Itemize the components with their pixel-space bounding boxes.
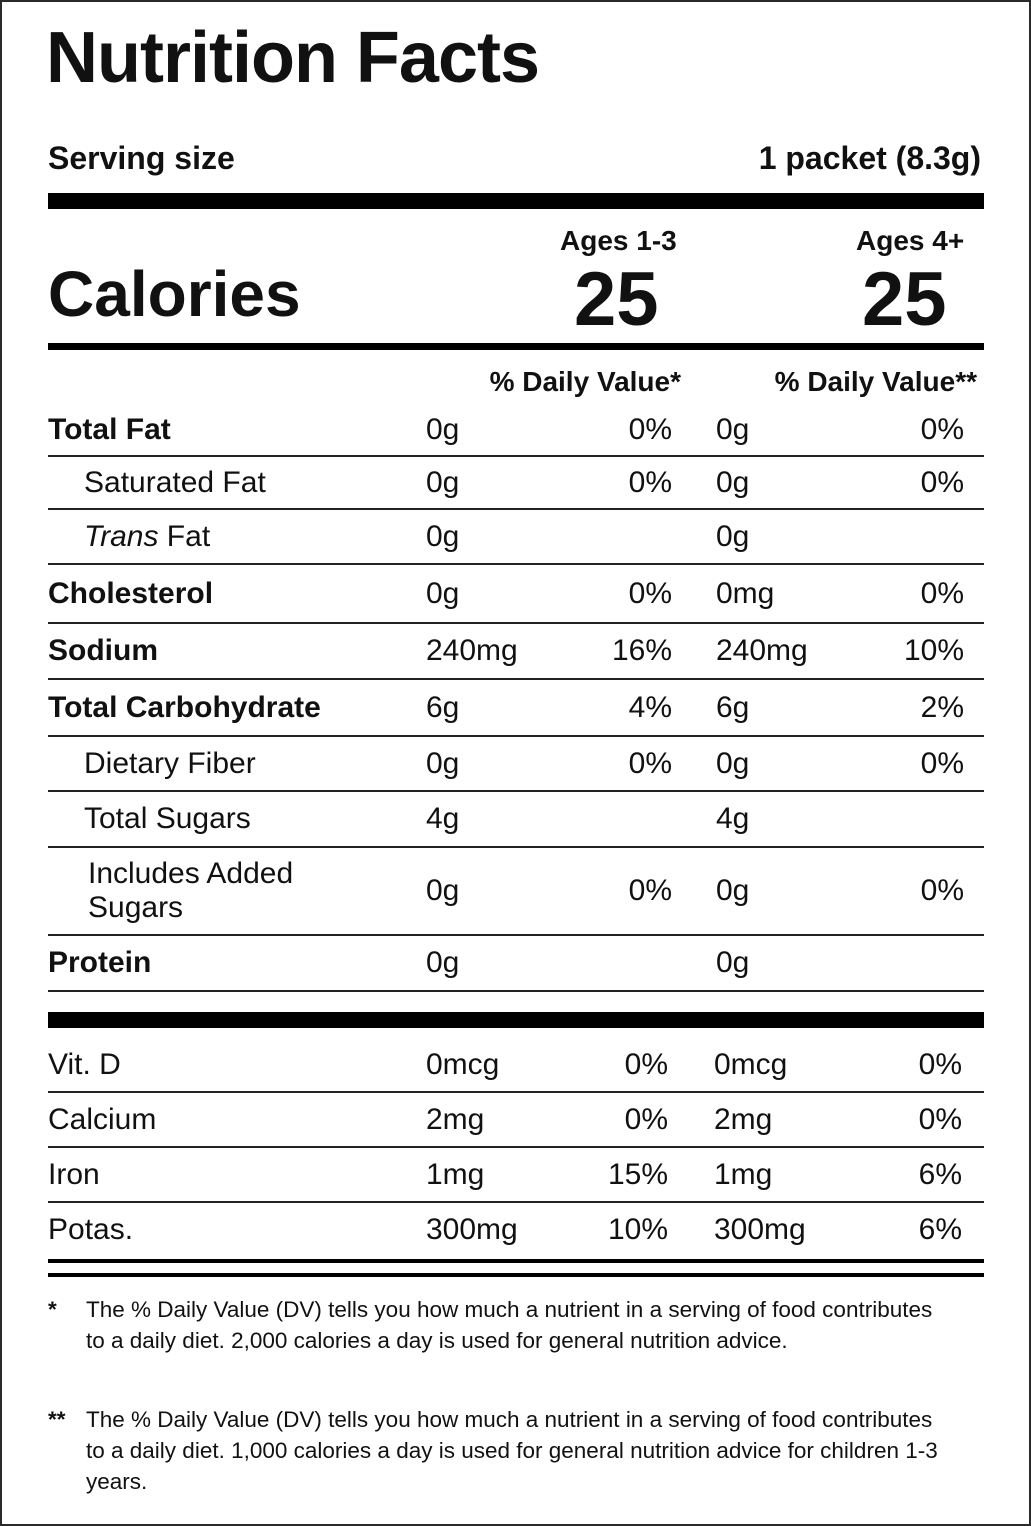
nutrient-row-total-sugars [48, 792, 984, 848]
nutrient-name-rest: Fat [158, 519, 211, 553]
footnote-mark: ** [48, 1407, 66, 1432]
nutrient-name: Sodium [48, 634, 158, 667]
percent-group-a: 0% [628, 746, 672, 780]
nutrient-row-total-fat [48, 405, 984, 457]
daily-value-header-a: % Daily Value* [489, 366, 681, 397]
percent-group-a: 0% [628, 413, 672, 446]
nutrient-row-cholesterol [48, 565, 984, 624]
amount-group-b: 0g [716, 465, 750, 499]
amount-group-b: 0mg [716, 576, 775, 610]
nutrient-row-added-sugars [48, 848, 984, 936]
nutrient-name: Total Sugars [84, 802, 251, 835]
percent-group-a: 16% [611, 634, 672, 667]
percent-group-b: 2% [920, 690, 964, 724]
amount-group-b: 240mg [716, 634, 808, 667]
nutrient-name: Includes Added Sugars [88, 857, 294, 924]
amount-group-b: 2mg [714, 1102, 773, 1136]
nutrient-row-total-carbohydrate [48, 680, 984, 737]
amount-group-a: 2mg [426, 1102, 485, 1136]
nutrient-row-trans-fat [48, 510, 984, 565]
footnote [48, 1294, 948, 1390]
serving-size-label: Serving size [48, 140, 235, 176]
footnote [48, 1404, 948, 1500]
nutrient-name: Cholesterol [48, 576, 214, 610]
serving-size-value: 1 packet (8.3g) [758, 140, 981, 176]
vitamin-name: Vit. D [48, 1047, 121, 1081]
amount-group-a: 0g [426, 946, 460, 979]
nutrient-name [84, 520, 210, 554]
vitamin-row-iron [48, 1148, 984, 1203]
amount-group-a: 0mcg [426, 1047, 500, 1081]
amount-group-a: 4g [426, 802, 460, 835]
percent-group-b: 0% [920, 413, 964, 446]
percent-group-b: 0% [918, 1102, 962, 1136]
nutrient-row-dietary-fiber [48, 737, 984, 792]
thick-divider [48, 193, 984, 209]
amount-group-b: 300mg [714, 1213, 806, 1246]
percent-group-b: 0% [920, 576, 964, 610]
nutrient-name: Saturated Fat [84, 465, 266, 499]
vitamin-row-potassium [48, 1203, 984, 1257]
nutrient-row-saturated-fat [48, 457, 984, 510]
percent-group-a: 0% [628, 576, 672, 610]
bottom-divider [48, 1259, 984, 1263]
amount-group-a: 0g [426, 519, 460, 553]
percent-group-b: 10% [903, 634, 964, 667]
group-a-header: Ages 1-3 [560, 225, 677, 256]
amount-group-a: 6g [426, 690, 460, 724]
amount-group-a: 1mg [426, 1157, 485, 1191]
amount-group-a: 300mg [426, 1213, 518, 1246]
label-title: Nutrition Facts [46, 18, 540, 98]
percent-group-a: 4% [628, 690, 672, 724]
amount-group-b: 0g [716, 874, 750, 907]
nutrient-name: Protein [48, 946, 152, 979]
nutrient-name: Dietary Fiber [84, 746, 256, 780]
vitamin-row-vit-d [48, 1038, 984, 1093]
amount-group-a: 0g [426, 874, 460, 907]
percent-group-b: 6% [918, 1213, 962, 1246]
amount-group-b: 4g [716, 802, 750, 835]
footnote-text: The % Daily Value (DV) tells you how much a nutrient in a serving of food contributes to a daily diet. 1,000 calories a day is used for general nutrition advice for children 1-3 years. [86, 1407, 938, 1494]
nutrient-name: Total Carbohydrate [48, 690, 321, 724]
percent-group-a: 0% [628, 465, 672, 499]
thick-divider [48, 1012, 984, 1028]
percent-group-b: 6% [918, 1157, 962, 1191]
footnote-text: The % Daily Value (DV) tells you how much a nutrient in a serving of food contributes to a daily diet. 2,000 calories a day is used for general nutrition advice. [86, 1297, 933, 1353]
percent-group-a: 10% [607, 1213, 668, 1246]
amount-group-b: 1mg [714, 1157, 773, 1191]
percent-group-a: 0% [628, 874, 672, 907]
percent-group-a: 15% [607, 1157, 668, 1191]
percent-group-a: 0% [624, 1102, 668, 1136]
amount-group-b: 0g [716, 946, 750, 979]
medium-divider [48, 343, 984, 350]
amount-group-a: 0g [426, 746, 460, 780]
footnote-mark: * [48, 1297, 57, 1322]
percent-group-b: 0% [918, 1047, 962, 1081]
percent-group-a: 0% [624, 1047, 668, 1081]
vitamin-name: Potas. [48, 1213, 134, 1246]
percent-group-b: 0% [920, 874, 964, 907]
calories-group-b: 25 [862, 257, 947, 342]
amount-group-b: 0mcg [714, 1047, 788, 1081]
percent-group-b: 0% [920, 746, 964, 780]
calories-label: Calories [48, 258, 301, 330]
nutrient-row-sodium [48, 624, 984, 680]
amount-group-b: 6g [716, 690, 750, 724]
amount-group-a: 0g [426, 576, 460, 610]
amount-group-a: 0g [426, 413, 460, 446]
vitamin-name: Iron [48, 1157, 100, 1191]
amount-group-b: 0g [716, 746, 750, 780]
amount-group-a: 240mg [426, 634, 518, 667]
percent-group-b: 0% [920, 465, 964, 499]
amount-group-b: 0g [716, 413, 750, 446]
group-b-header: Ages 4+ [856, 225, 965, 256]
amount-group-b: 0g [716, 519, 750, 553]
nutrient-name: Total Fat [48, 413, 171, 446]
bottom-divider [48, 1273, 984, 1277]
nutrient-row-protein [48, 936, 984, 992]
daily-value-header-b: % Daily Value** [774, 366, 977, 397]
amount-group-a: 0g [426, 465, 460, 499]
vitamin-name: Calcium [48, 1102, 157, 1136]
nutrient-name-italic: Trans [84, 519, 159, 553]
calories-group-a: 25 [574, 257, 659, 342]
vitamin-row-calcium [48, 1093, 984, 1148]
